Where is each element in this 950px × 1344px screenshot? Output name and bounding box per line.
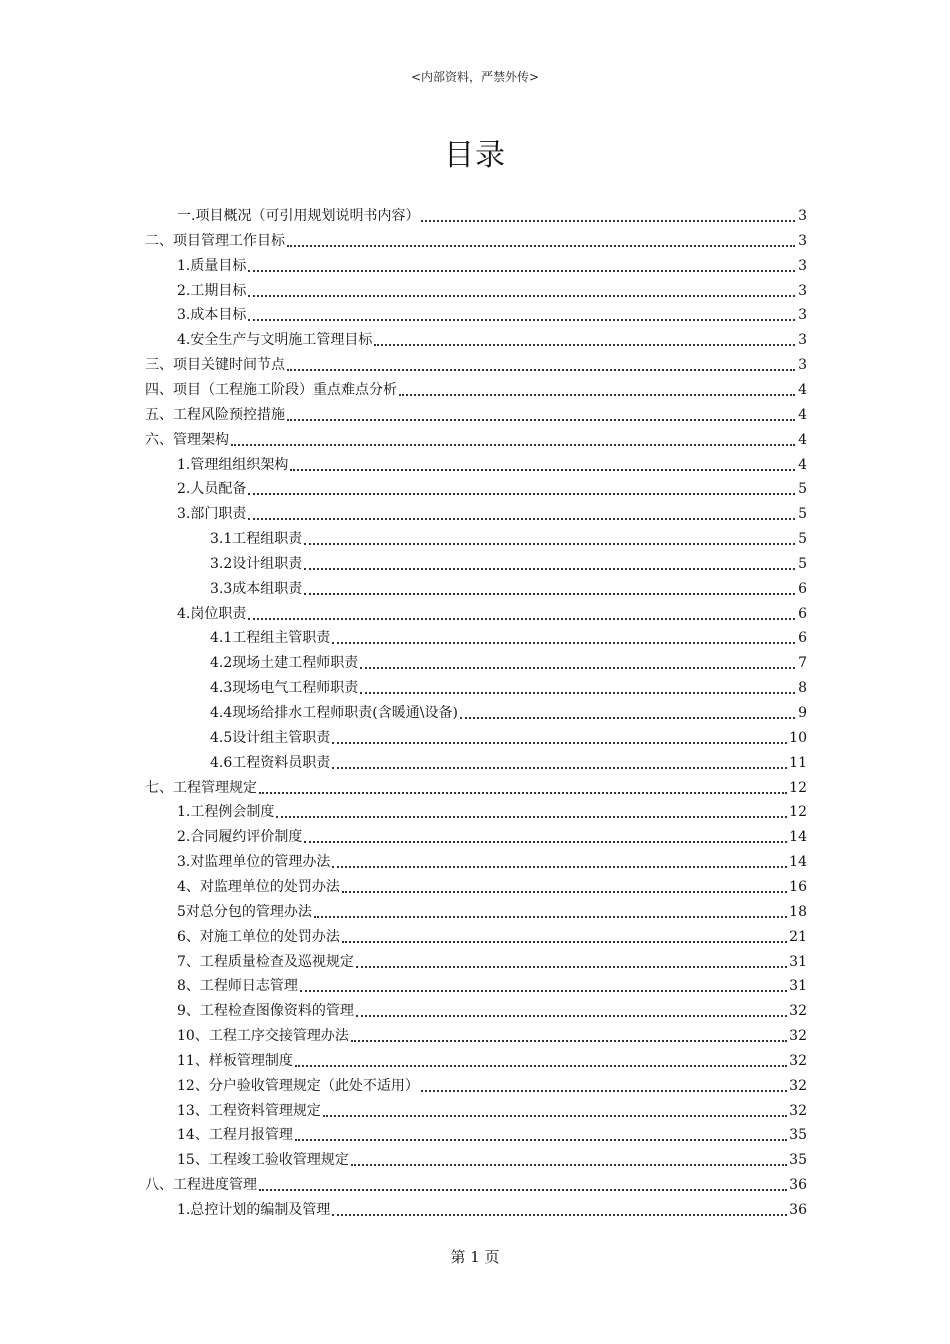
toc-entry[interactable] <box>177 498 807 523</box>
toc-entry-page-number: 21 <box>789 928 807 945</box>
toc-entry-label: 13、工程资料管理规定 <box>177 1102 321 1119</box>
toc-entry-page-number: 9 <box>798 705 807 721</box>
toc-entry-page-number: 3 <box>798 282 807 299</box>
toc-entry[interactable] <box>210 548 807 573</box>
toc-entry[interactable] <box>177 921 807 946</box>
toc-entry[interactable] <box>177 598 807 623</box>
toc-entry-label: 11、样板管理制度 <box>177 1052 293 1069</box>
toc-entry-label: 1.管理组组织架构 <box>177 456 289 473</box>
toc-entry[interactable] <box>177 1095 807 1120</box>
dot-leader <box>351 1164 787 1166</box>
dot-leader <box>287 419 795 421</box>
dot-leader <box>360 667 795 669</box>
toc-entry[interactable] <box>177 250 807 275</box>
dot-leader <box>342 891 787 893</box>
dot-leader <box>248 518 795 520</box>
toc-entry-page-number: 32 <box>789 1052 807 1069</box>
dot-leader <box>460 717 795 719</box>
toc-entry-label: 4.2现场土建工程师职责 <box>210 655 359 672</box>
toc-entry-label: 4.安全生产与文明施工管理目标 <box>177 332 373 349</box>
toc-entry-page-number: 35 <box>789 1152 807 1169</box>
dot-leader <box>374 344 795 346</box>
toc-entry-page-number: 5 <box>798 555 807 572</box>
toc-entry-page-number: 31 <box>789 953 807 970</box>
toc-entry-label: 八、工程进度管理 <box>145 1177 257 1194</box>
dot-leader <box>290 469 795 471</box>
dot-leader <box>259 1189 787 1191</box>
toc-entry[interactable] <box>145 374 807 399</box>
toc-entry-label: 一.项目概况（可引用规划说明书内容） <box>177 208 420 224</box>
toc-entry-page-number: 7 <box>798 655 807 672</box>
toc-entry-page-number: 35 <box>789 1127 807 1144</box>
toc-entry[interactable] <box>177 1194 807 1219</box>
dot-leader <box>248 319 795 321</box>
toc-entry-page-number: 16 <box>789 878 807 895</box>
toc-entry[interactable] <box>210 573 807 598</box>
toc-entry-label: 5对总分包的管理办法 <box>177 903 312 920</box>
toc-entry-label: 3.部门职责 <box>177 506 247 523</box>
toc-entry[interactable] <box>145 399 807 424</box>
toc-entry-label: 2.人员配备 <box>177 481 247 498</box>
toc-entry-page-number: 6 <box>798 605 807 622</box>
toc-entry-page-number: 5 <box>798 531 807 548</box>
toc-entry-label: 4.岗位职责 <box>177 605 247 622</box>
toc-entry-label: 3.2设计组职责 <box>210 555 303 572</box>
toc-entry-label: 4.6工程资料员职责 <box>210 754 331 771</box>
toc-entry-page-number: 8 <box>798 680 807 697</box>
dot-leader <box>248 493 795 495</box>
dot-leader <box>304 841 787 843</box>
toc-entry[interactable] <box>177 1144 807 1169</box>
toc-entry-page-number: 5 <box>798 481 807 498</box>
toc-entry-label: 四、项目（工程施工阶段）重点难点分析 <box>145 381 397 398</box>
dot-leader <box>399 394 795 396</box>
toc-entry-label: 六、管理架构 <box>145 431 229 448</box>
toc-entry-label: 4.3现场电气工程师职责 <box>210 680 359 697</box>
toc-entry[interactable] <box>210 647 807 672</box>
toc-entry-label: 14、工程月报管理 <box>177 1127 293 1144</box>
dot-leader <box>304 568 795 570</box>
dot-leader <box>304 543 795 545</box>
toc-entry-page-number: 32 <box>789 1102 807 1119</box>
toc-entry[interactable] <box>177 200 807 225</box>
toc-entry-page-number: 4 <box>798 381 807 398</box>
toc-entry-label: 4、对监理单位的处罚办法 <box>177 878 340 895</box>
dot-leader <box>300 990 787 992</box>
toc-entry-page-number: 3 <box>798 332 807 349</box>
toc-entry-page-number: 6 <box>798 580 807 597</box>
toc-entry[interactable] <box>177 275 807 300</box>
toc-entry-page-number: 6 <box>798 630 807 647</box>
dot-leader <box>342 941 787 943</box>
toc-entry-page-number: 31 <box>789 978 807 995</box>
dot-leader <box>360 692 795 694</box>
toc-entry[interactable] <box>177 946 807 971</box>
toc-entry-page-number: 36 <box>789 1202 807 1218</box>
toc-entry-page-number: 3 <box>798 232 807 249</box>
toc-entry-page-number: 36 <box>789 1177 807 1194</box>
dot-leader <box>259 792 787 794</box>
toc-entry[interactable] <box>177 871 807 896</box>
toc-entry[interactable] <box>177 821 807 846</box>
confidential-header-note: <内部资料，严禁外传> <box>410 70 540 84</box>
toc-entry-label: 三、项目关键时间节点 <box>145 357 285 374</box>
dot-leader <box>356 966 787 968</box>
toc-entry-label: 4.1工程组主管职责 <box>210 630 331 647</box>
toc-entry-label: 9、工程检查图像资料的管理 <box>177 1003 354 1020</box>
dot-leader <box>295 1065 787 1067</box>
toc-entry-page-number: 3 <box>798 307 807 324</box>
toc-entry[interactable] <box>210 722 807 747</box>
toc-entry-page-number: 32 <box>789 1028 807 1045</box>
toc-entry[interactable] <box>177 846 807 871</box>
toc-entry-label: 七、工程管理规定 <box>145 779 257 796</box>
toc-entry-label: 五、工程风险预控措施 <box>145 406 285 423</box>
toc-entry-label: 10、工程工序交接管理办法 <box>177 1028 349 1045</box>
toc-entry[interactable] <box>177 1070 807 1095</box>
dot-leader <box>248 295 795 297</box>
dot-leader <box>276 816 787 818</box>
toc-entry-page-number: 12 <box>789 804 807 821</box>
toc-entry-page-number: 18 <box>789 903 807 920</box>
dot-leader <box>421 1090 787 1092</box>
toc-entry[interactable] <box>210 697 807 722</box>
dot-leader <box>287 245 795 247</box>
toc-entry[interactable] <box>177 796 807 821</box>
toc-entry[interactable] <box>177 896 807 921</box>
toc-entry-page-number: 32 <box>789 1003 807 1020</box>
toc-entry-label: 3.成本目标 <box>177 307 247 324</box>
dot-leader <box>332 767 787 769</box>
toc-entry[interactable] <box>177 970 807 995</box>
toc-entry-page-number: 4 <box>798 406 807 423</box>
dot-leader <box>332 642 795 644</box>
toc-entry[interactable] <box>145 225 807 250</box>
toc-entry-page-number: 12 <box>789 779 807 796</box>
toc-entry-page-number: 3 <box>798 208 807 224</box>
dot-leader <box>231 444 795 446</box>
toc-entry-label: 3.3成本组职责 <box>210 580 303 597</box>
toc-entry-label: 1.工程例会制度 <box>177 804 275 821</box>
toc-entry-label: 15、工程竣工验收管理规定 <box>177 1152 349 1169</box>
toc-entry[interactable] <box>210 523 807 548</box>
toc-entry-label: 二、项目管理工作目标 <box>145 232 285 249</box>
toc-entry[interactable] <box>177 1020 807 1045</box>
toc-entry-label: 6、对施工单位的处罚办法 <box>177 928 340 945</box>
toc-entry-label: 1.质量目标 <box>177 257 247 274</box>
toc-entry-label: 7、工程质量检查及巡视规定 <box>177 953 354 970</box>
page-title: 目录 <box>444 138 506 173</box>
toc-entry[interactable] <box>210 622 807 647</box>
toc-entry-page-number: 4 <box>798 456 807 473</box>
toc-entry-page-number: 14 <box>789 854 807 871</box>
toc-entry[interactable] <box>177 1119 807 1144</box>
dot-leader <box>332 1214 787 1216</box>
toc-entry-label: 3.对监理单位的管理办法 <box>177 854 331 871</box>
toc-entry[interactable] <box>145 772 807 797</box>
toc-entry-label: 12、分户验收管理规定（此处不适用） <box>177 1077 419 1094</box>
toc-entry-page-number: 3 <box>798 257 807 274</box>
toc-entry[interactable] <box>177 324 807 349</box>
toc-entry[interactable] <box>210 672 807 697</box>
toc-entry-page-number: 14 <box>789 829 807 846</box>
toc-entry-page-number: 10 <box>789 729 807 746</box>
toc-entry-page-number: 32 <box>789 1077 807 1094</box>
toc-entry-page-number: 4 <box>798 431 807 448</box>
dot-leader <box>351 1040 787 1042</box>
toc-entry-page-number: 11 <box>789 754 807 771</box>
toc-entry[interactable] <box>177 449 807 474</box>
toc-entry[interactable] <box>177 1045 807 1070</box>
toc-entry-label: 8、工程师日志管理 <box>177 978 298 995</box>
toc-entry[interactable] <box>145 349 807 374</box>
toc-entry-label: 2.工期目标 <box>177 282 247 299</box>
dot-leader <box>248 618 795 620</box>
dot-leader <box>332 742 787 744</box>
toc-entry[interactable] <box>210 747 807 772</box>
dot-leader <box>356 1015 787 1017</box>
toc-entry[interactable] <box>145 424 807 449</box>
dot-leader <box>421 220 795 222</box>
toc-entry[interactable] <box>177 473 807 498</box>
dot-leader <box>287 369 795 371</box>
toc-entry-label: 4.4现场给排水工程师职责(含暖通\设备) <box>210 705 458 721</box>
toc-entry-page-number: 5 <box>798 506 807 523</box>
page-number-footer: 第 1 页 <box>450 1248 500 1266</box>
dot-leader <box>304 593 795 595</box>
toc-entry-label: 2.合同履约评价制度 <box>177 829 303 846</box>
toc-entry-label: 3.1工程组职责 <box>210 531 303 548</box>
toc-entry[interactable] <box>177 995 807 1020</box>
dot-leader <box>323 1115 787 1117</box>
toc-entry[interactable] <box>145 1169 807 1194</box>
dot-leader <box>248 270 795 272</box>
dot-leader <box>332 866 787 868</box>
toc-entry-label: 4.5设计组主管职责 <box>210 729 331 746</box>
dot-leader <box>295 1139 787 1141</box>
toc-entry[interactable] <box>177 299 807 324</box>
toc-entry-label: 1.总控计划的编制及管理 <box>177 1202 331 1218</box>
dot-leader <box>314 916 787 918</box>
toc-entry-page-number: 3 <box>798 357 807 374</box>
